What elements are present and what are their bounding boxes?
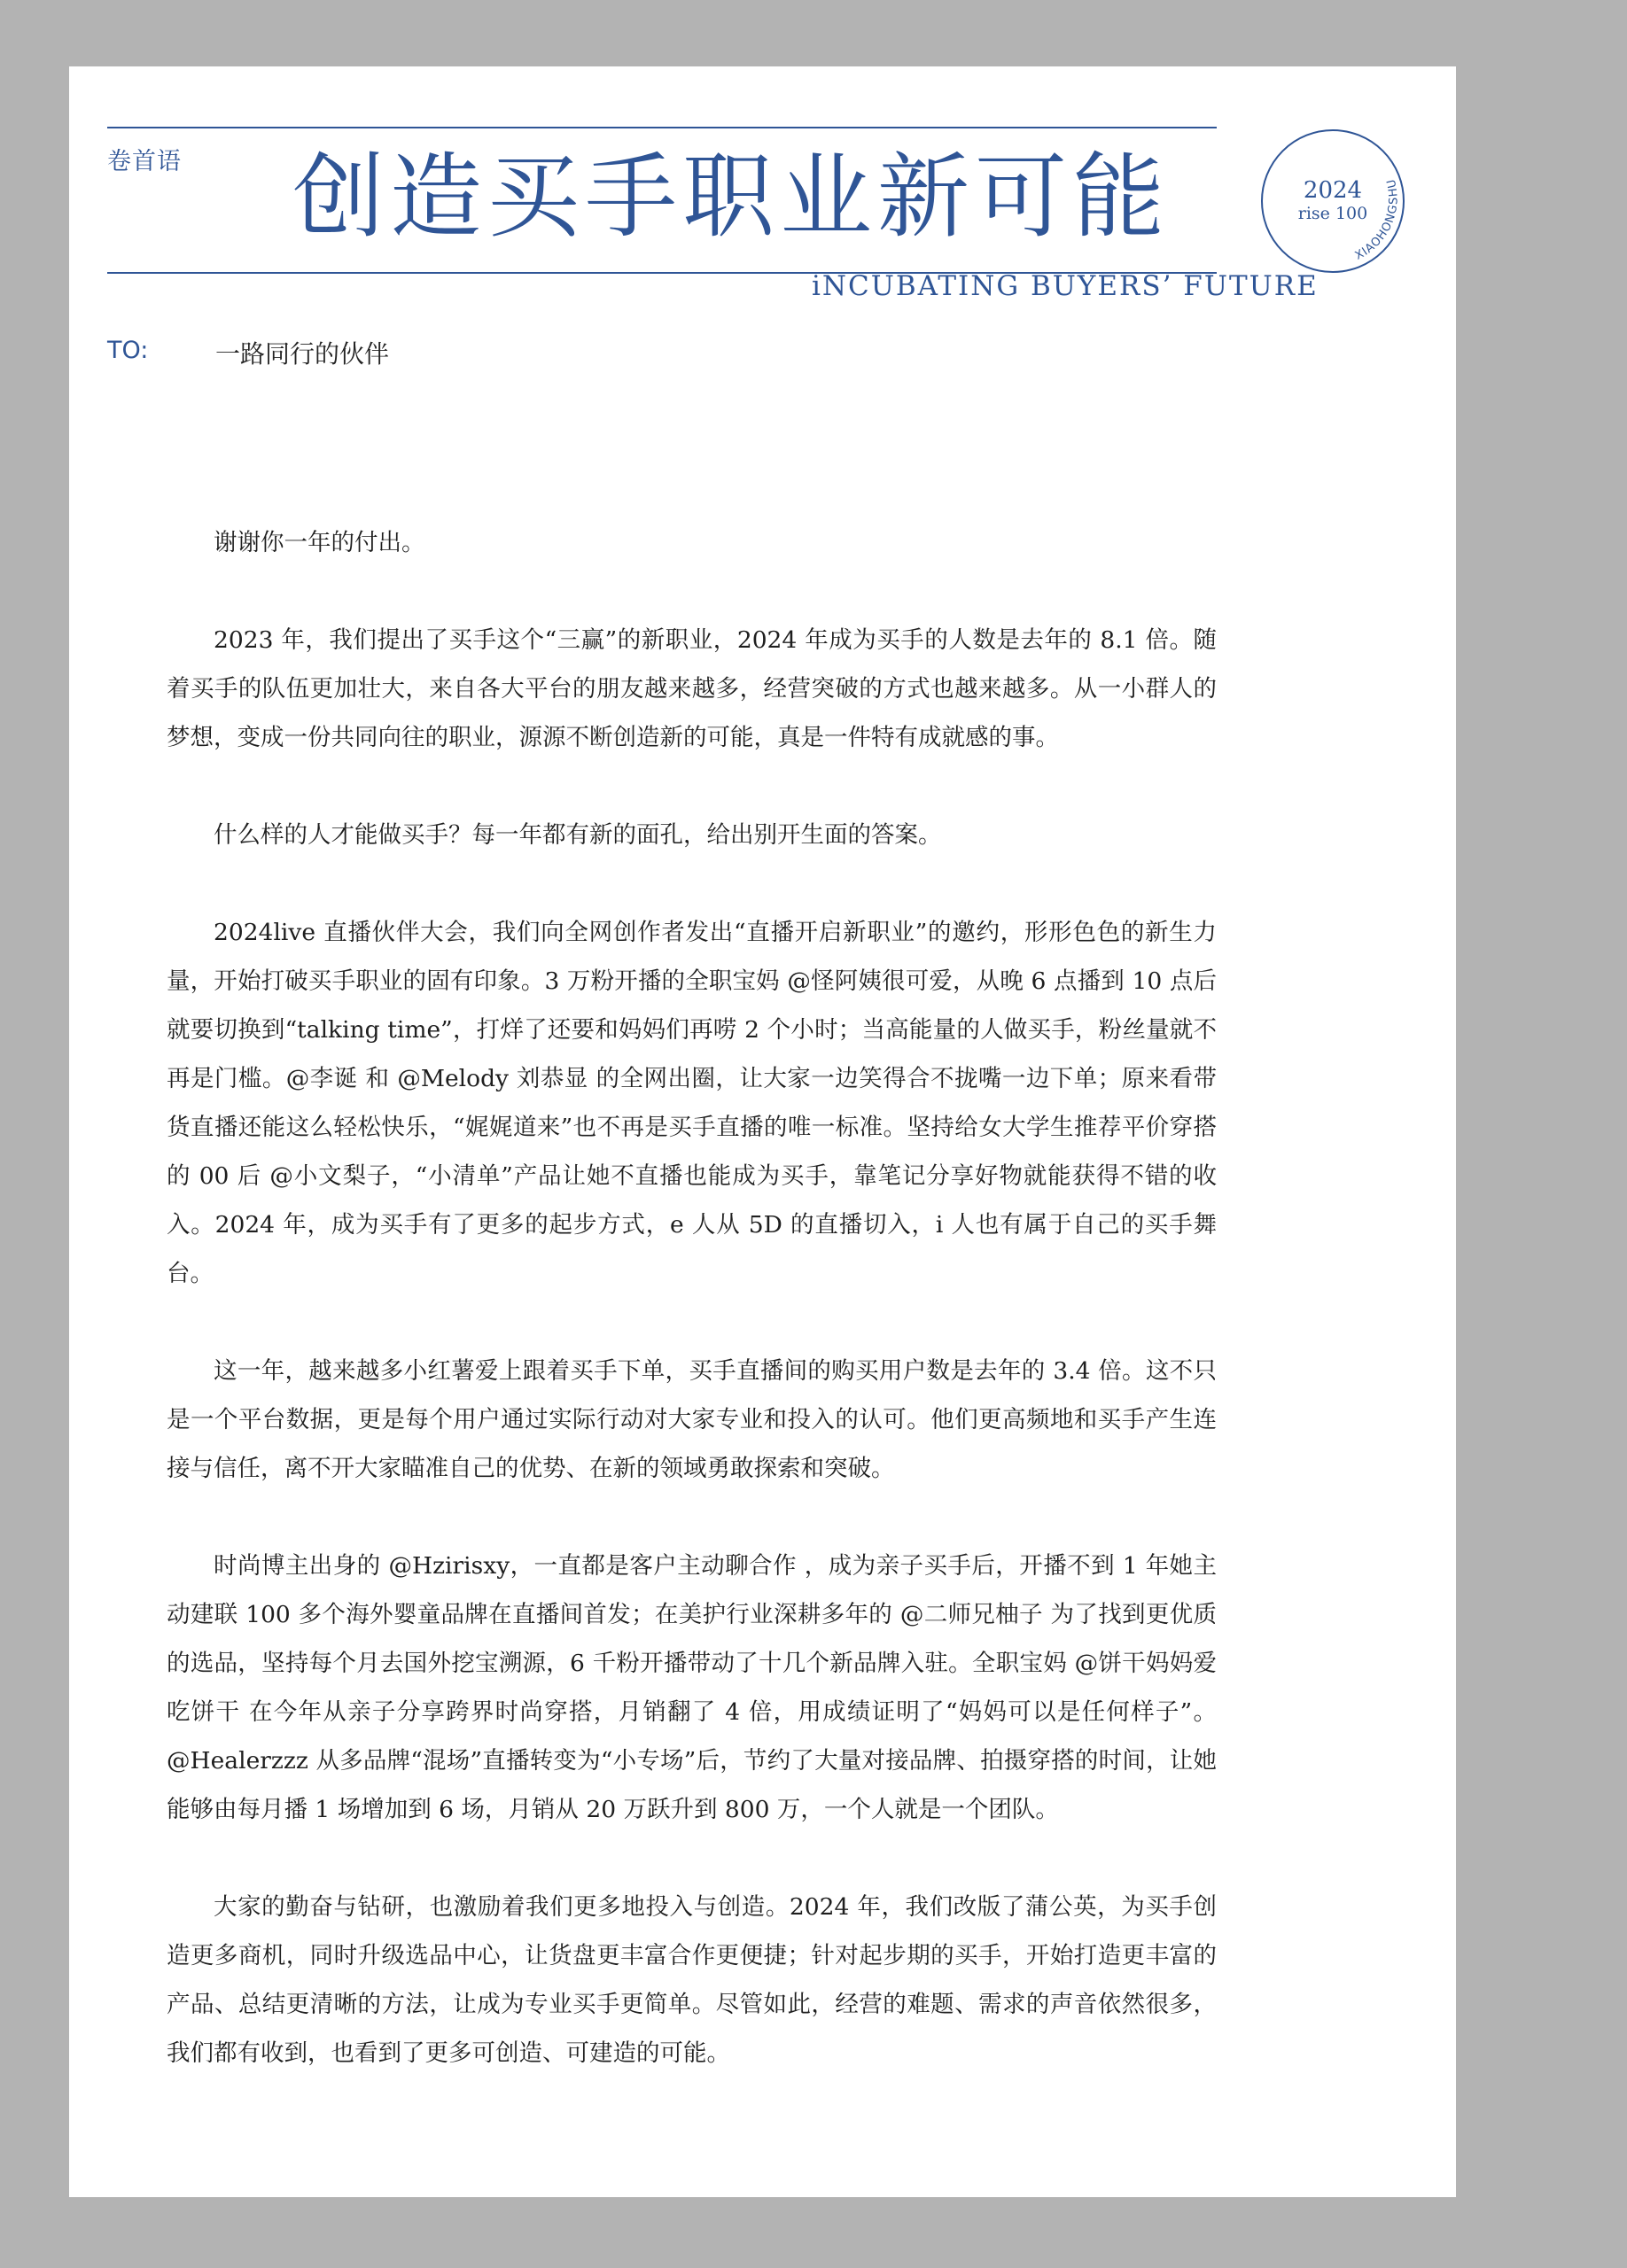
badge-arc-text: XIAOHONGSHU xyxy=(1352,176,1401,263)
paragraph: 谢谢你一年的付出。 xyxy=(214,529,425,556)
page-title: 创造买手职业新可能 xyxy=(292,143,1171,251)
paragraph: 2023 年，我们提出了买手这个“三赢”的新职业，2024 年成为买手的人数是去年的 8.1 倍。随着买手的队伍更加壮大，来自各大平台的朋友越来越多，经营突破的方式也越来越多。从一小群人的梦想，变成一份共同向往的职业，源源不断创造新的可能，真是一件特有成就感的事。 xyxy=(167,626,1217,751)
letter-body xyxy=(167,518,1217,2126)
section-label: 卷首语 xyxy=(107,148,182,175)
recipient-label: TO: xyxy=(107,337,149,364)
badge-year: 2024 xyxy=(1303,177,1363,204)
paragraph: 这一年，越来越多小红薯爱上跟着买手下单，买手直播间的购买用户数是去年的 3.4 倍。这不只是一个平台数据，更是每个用户通过实际行动对大家专业和投入的认可。他们更高频地和买手产生连接与信任，离不开大家瞄准自己的优势、在新的领域勇敢探索和突破。 xyxy=(167,1357,1217,1482)
rise-100-badge-logo xyxy=(1258,127,1407,276)
paragraph: 大家的勤奋与钻研，也激励着我们更多地投入与创造。2024 年，我们改版了蒲公英，为买手创造更多商机，同时升级选品中心，让货盘更丰富合作更便捷；针对起步期的买手，开始打造更丰富的产品、总结更清晰的方法，让成为专业买手更简单。尽管如此，经营的难题、需求的声音依然很多，我们都有收到，也看到了更多可创造、可建造的可能。 xyxy=(167,1893,1217,2067)
paragraph: 2024live 直播伙伴大会，我们向全网创作者发出“直播开启新职业”的邀约，形形色色的新生力量，开始打破买手职业的固有印象。3 万粉开播的全职宝妈 @怪阿姨很可爱，从晚 6 点播到 10 点后就要切换到“talking time”，打烊了还要和妈妈们再唠 2 个小时；当高能量的人做买手，粉丝量就不再是门槛。@李诞 和 @Melody 刘恭显 的全网出圈，让大家一边笑得合不拢嘴一边下单；原来看带货直播还能这么轻松快乐，“娓娓道来”也不再是买手直播的唯一标准。坚持给女大学生推荐平价穿搭的 00 后 @小文梨子，“小清单”产品让她不直播也能成为买手，靠笔记分享好物就能获得不错的收入。2024 年，成为买手有了更多的起步方式，e 人从 5D 的直播切入，i 人也有属于自己的买手舞台。 xyxy=(167,919,1217,1287)
paragraph: 时尚博主出身的 @Hzirisxy，一直都是客户主动聊合作 ，成为亲子买手后，开播不到 1 年她主动建联 100 多个海外婴童品牌在直播间首发；在美护行业深耕多年的 @二师兄柚子 为了找到更优质的选品，坚持每个月去国外挖宝溯源，6 千粉开播带动了十几个新品牌入驻。全职宝妈 @饼干妈妈爱吃饼干 在今年从亲子分享跨界时尚穿搭，月销翻了 4 倍，用成绩证明了“妈妈可以是任何样子”。@Healerzzz 从多品牌“混场”直播转变为“小专场”后，节约了大量对接品牌、拍摄穿搭的时间，让她能够由每月播 1 场增加到 6 场，月销从 20 万跃升到 800 万，一个人就是一个团队。 xyxy=(167,1552,1217,1823)
header-top-rule xyxy=(107,127,1217,128)
paragraph: 什么样的人才能做买手？每一年都有新的面孔，给出别开生面的答案。 xyxy=(214,821,942,849)
badge-tagline: rise 100 xyxy=(1297,204,1368,223)
letter-page xyxy=(69,66,1456,2197)
recipient-value: 一路同行的伙伴 xyxy=(215,339,390,369)
page-subtitle: iNCUBATING BUYERS’ FUTURE xyxy=(812,270,1319,302)
